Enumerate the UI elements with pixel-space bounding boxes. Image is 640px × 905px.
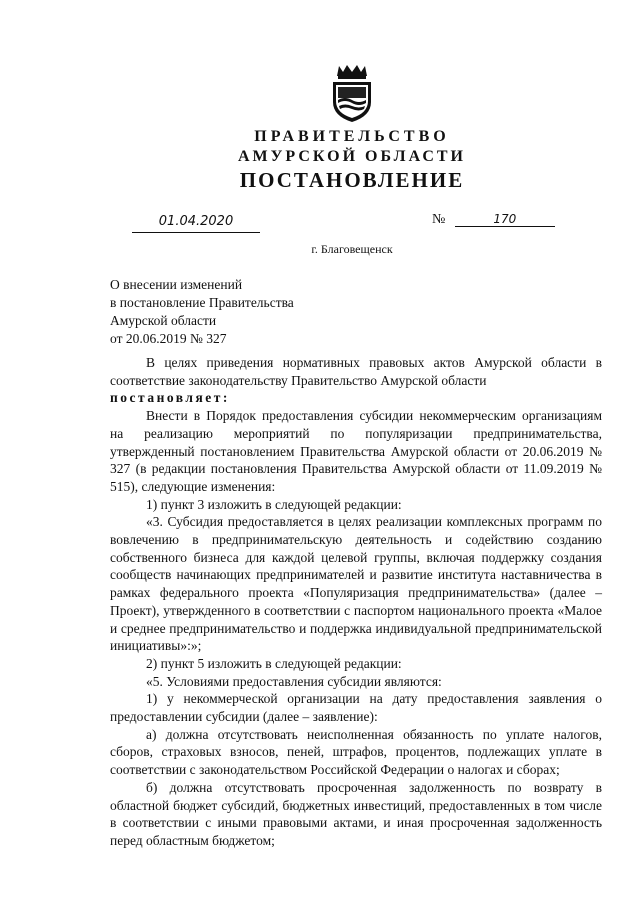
coat-of-arms-icon: [329, 62, 375, 124]
subject-line: в постановление Правительства: [110, 295, 294, 310]
paragraph: б) должна отсутствовать просроченная задолженность по возврату в областной бюджет субсидий, бюджетных инвестиций, предоставленных в том числе в соответствии с иными правовыми актами, и иная просроченная задолженность перед областным бюджетом;: [110, 779, 602, 848]
document-number: [432, 212, 555, 228]
paragraph: 2) пункт 5 изложить в следующей редакции:: [146, 655, 402, 671]
paragraph: Внести в Порядок предоставления субсидии некоммерческим организациям на реализацию мероприятий по популяризации предпринимательства, утвержденный постановлением Правительства Амурской области от 20.06.2019 № 327 (в редакции постановления Правительства Амурской области от 11.09.2019 № 515), следующие изменения:: [110, 408, 602, 494]
preamble: В целях приведения нормативных правовых актов Амурской области в соответствие законодательству Правительство Амурской области: [110, 355, 602, 388]
paragraph: 1) у некоммерческой организации на дату предоставления заявления о предоставлении субсидии (далее – заявление):: [110, 691, 602, 725]
paragraph: а) должна отсутствовать неисполненная обязанность по уплате налогов, сборов, страховых взносов, пеней, штрафов, процентов, подлежащих уплате в соответствии с законодательством Российской Федерации о налогах и сборах;: [110, 726, 602, 778]
paragraph: «5. Условиями предоставления субсидии являются:: [146, 673, 442, 689]
subject-line: О внесении изменений: [110, 277, 243, 292]
subject-line: от 20.06.2019 № 327: [110, 331, 227, 346]
subject-block: [110, 276, 294, 348]
subject-line: Амурской области: [110, 313, 217, 328]
paragraph: «3. Субсидия предоставляется в целях реализации комплексных программ по вовлечению в предпринимательскую деятельность и содействию созданию собственного бизнеса для каждой целевой группы, включая поддержку создания сообществ начинающих предпринимателей и развитие института наставничества в рамках федерального проекта «Популяризация предпринимательства» (далее – Проект), утвержденного в соответствии с паспортом национального проекта «Малое и среднее предпринимательство и поддержка индивидуальной предпринимательской инициативы»:»;: [110, 514, 602, 654]
city: г. Благовещенск: [311, 242, 393, 256]
government-title: ПРАВИТЕЛЬСТВО: [254, 128, 450, 145]
number-value: 170: [455, 212, 555, 227]
document-date: 01.04.2020: [132, 214, 260, 233]
decree-word: постановляет:: [110, 390, 230, 406]
number-label: №: [432, 212, 446, 227]
region-title: АМУРСКОЙ ОБЛАСТИ: [238, 148, 466, 165]
document-body: [110, 354, 602, 850]
paragraph: 1) пункт 3 изложить в следующей редакции:: [146, 496, 402, 512]
document-type: ПОСТАНОВЛЕНИЕ: [239, 168, 465, 192]
